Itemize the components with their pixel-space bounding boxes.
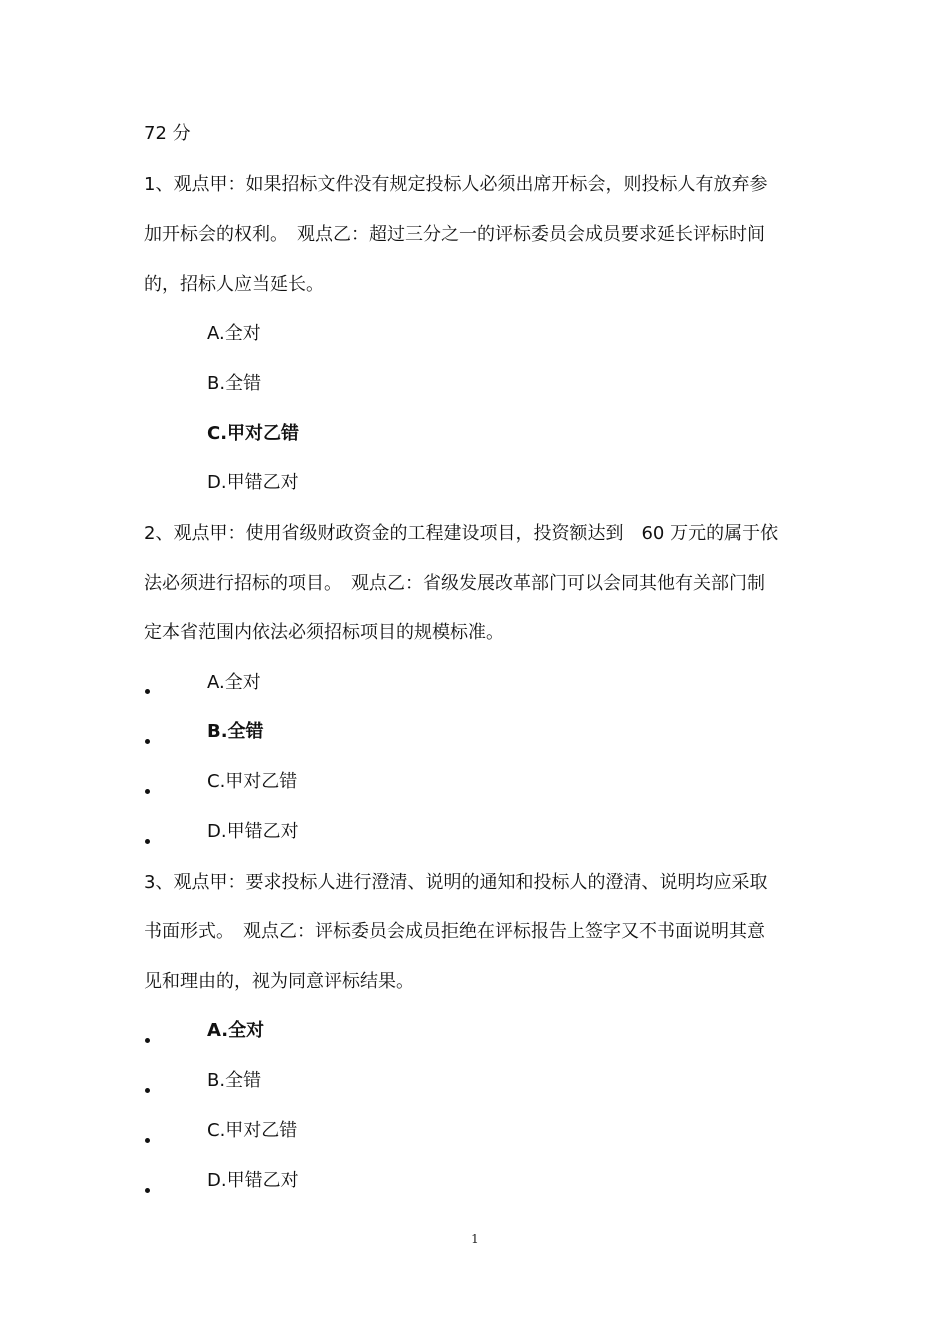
bullet-icon — [144, 1083, 152, 1091]
question-1-line-3: 的，招标人应当延长。 — [144, 274, 324, 295]
question-3-line-2: 书面形式。 观点乙：评标委员会成员拒绝在评标报告上签字又不书面说明其意 — [144, 921, 765, 942]
question-1-line-1: 1、观点甲：如果招标文件没有规定投标人必须出席开标会，则投标人有放弃参 — [144, 174, 768, 195]
question-2-option-a: A.全对 — [207, 672, 261, 693]
bullet-icon — [144, 734, 152, 742]
question-3-option-c: C.甲对乙错 — [207, 1120, 298, 1141]
question-2-line-1: 2、观点甲：使用省级财政资金的工程建设项目，投资额达到 60 万元的属于依 — [144, 523, 779, 544]
bullet-icon — [144, 834, 152, 842]
question-2-line-2: 法必须进行招标的项目。 观点乙：省级发展改革部门可以会同其他有关部门制 — [144, 573, 765, 594]
bullet-icon — [144, 1133, 152, 1141]
question-1-line-2: 加开标会的权利。 观点乙：超过三分之一的评标委员会成员要求延长评标时间 — [144, 224, 765, 245]
question-3-option-b: B.全错 — [207, 1070, 262, 1091]
question-2-option-c: C.甲对乙错 — [207, 771, 298, 792]
bullet-icon — [144, 784, 152, 792]
question-1-option-b: B.全错 — [207, 373, 262, 394]
question-1-option-a: A.全对 — [207, 323, 261, 344]
question-1-option-c-answer: C.甲对乙错 — [207, 423, 300, 444]
question-3-option-a-answer: A.全对 — [207, 1020, 265, 1041]
page-number: 1 — [471, 1232, 479, 1246]
question-2-option-d: D.甲错乙对 — [207, 821, 299, 842]
question-3-option-d: D.甲错乙对 — [207, 1170, 299, 1191]
bullet-icon — [144, 1033, 152, 1041]
question-3-line-3: 见和理由的，视为同意评标结果。 — [144, 971, 414, 992]
question-1-option-d: D.甲错乙对 — [207, 472, 299, 493]
score-text: 72 分 — [144, 123, 191, 144]
question-3-line-1: 3、观点甲：要求投标人进行澄清、说明的通知和投标人的澄清、说明均应采取 — [144, 872, 768, 893]
question-2-line-3: 定本省范围内依法必须招标项目的规模标准。 — [144, 622, 504, 643]
question-2-option-b-answer: B.全错 — [207, 721, 264, 742]
bullet-icon — [144, 1183, 152, 1191]
bullet-icon — [144, 684, 152, 692]
